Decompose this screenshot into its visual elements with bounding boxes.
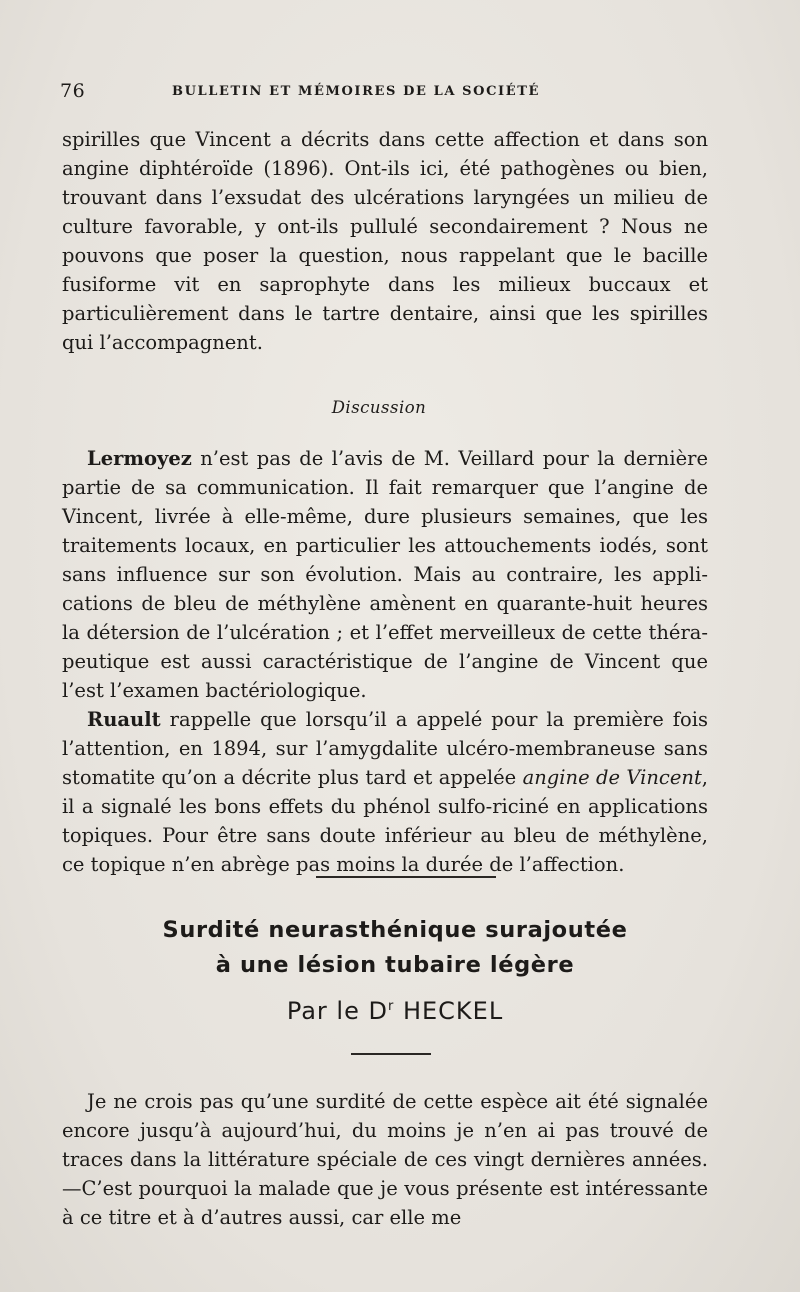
byline-sup: r (387, 999, 395, 1014)
author-name: HECKEL (394, 997, 504, 1025)
page-header (60, 80, 710, 104)
discussion-heading: Discussion (331, 398, 427, 417)
article-byline (70, 997, 720, 1025)
speaker-name: Ruault (87, 708, 161, 731)
byline-prefix: Par le D (286, 997, 388, 1025)
discussion-paragraph-ruault (62, 705, 708, 879)
article-title-line-2: à une lésion tubaire légère (215, 952, 575, 978)
page-number: 76 (60, 80, 86, 102)
speaker-name: Lermoyez (87, 447, 192, 470)
section-divider (316, 876, 496, 878)
continuation-block (62, 125, 708, 357)
paragraph-text: n’est pas de l’avis de M. Veillard pour la dernière partie de sa communication. Il fait remarquer que l’angine de Vincent, livrée à elle-même, dure plusieurs semaines, que les traitements locaux, en particulier les attouchements iodés, sont sans influence sur son évolution. Mais au contraire, les applications de bleu de méthylène amènent en quarante-huit heures la détersion de l’ulcération ; et l’effet merveilleux de cette thérapeutique est aussi caractéristique de l’angine de Vincent que l’est l’examen bactériologique. (62, 447, 708, 702)
italic-term: angine de Vincent (522, 766, 702, 789)
discussion-block (62, 444, 708, 879)
continuation-paragraph: spirilles que Vincent a décrits dans cette affection et dans son angine diphtéroïde (1896). Ont-ils ici, été pathogènes ou bien, trouvant dans l’exsudat des ulcérations laryngées un milieu de culture favorable, y ont-ils pullulé secondairement ? Nous ne pouvons que poser la question, nous rappelant que le bacille fusiforme vit en saprophyte dans les milieux buccaux et particulièrement dans le tartre dentaire, ainsi que les spirilles qui l’accompagnent. (62, 128, 708, 354)
article-body (62, 1087, 708, 1232)
article-title-line-1: Surdité neurasthénique surajoutée (162, 917, 628, 943)
paragraph-text: , il a signalé les bons effets du phénol sulfo-riciné en applications topiques. Pour être sans doute inférieur au bleu de méthylène, ce topique n’en abrège pas moins la durée de l’affection. (62, 766, 708, 876)
article-opening-paragraph: Je ne crois pas qu’une surdité de cette espèce ait été signalée encore jusqu’à aujourd’hui, du moins je n’en ai pas trouvé de traces dans la littérature spéciale de ces vingt dernières années.—C’est pourquoi la malade que je vous présente est intéressante à ce titre et à d’autres aussi, car elle me (62, 1090, 708, 1229)
running-title: BULLETIN ET MÉMOIRES DE LA SOCIÉTÉ (172, 84, 540, 99)
paragraph-text: rappelle que lorsqu’il a appelé pour la première fois l’attention, en 1894, sur l’amygdalite ulcéro-membraneuse sans stomatite qu’on a décrite plus tard et appelée (62, 708, 708, 789)
discussion-paragraph-lermoyez (62, 444, 708, 705)
byline-divider (351, 1053, 431, 1055)
